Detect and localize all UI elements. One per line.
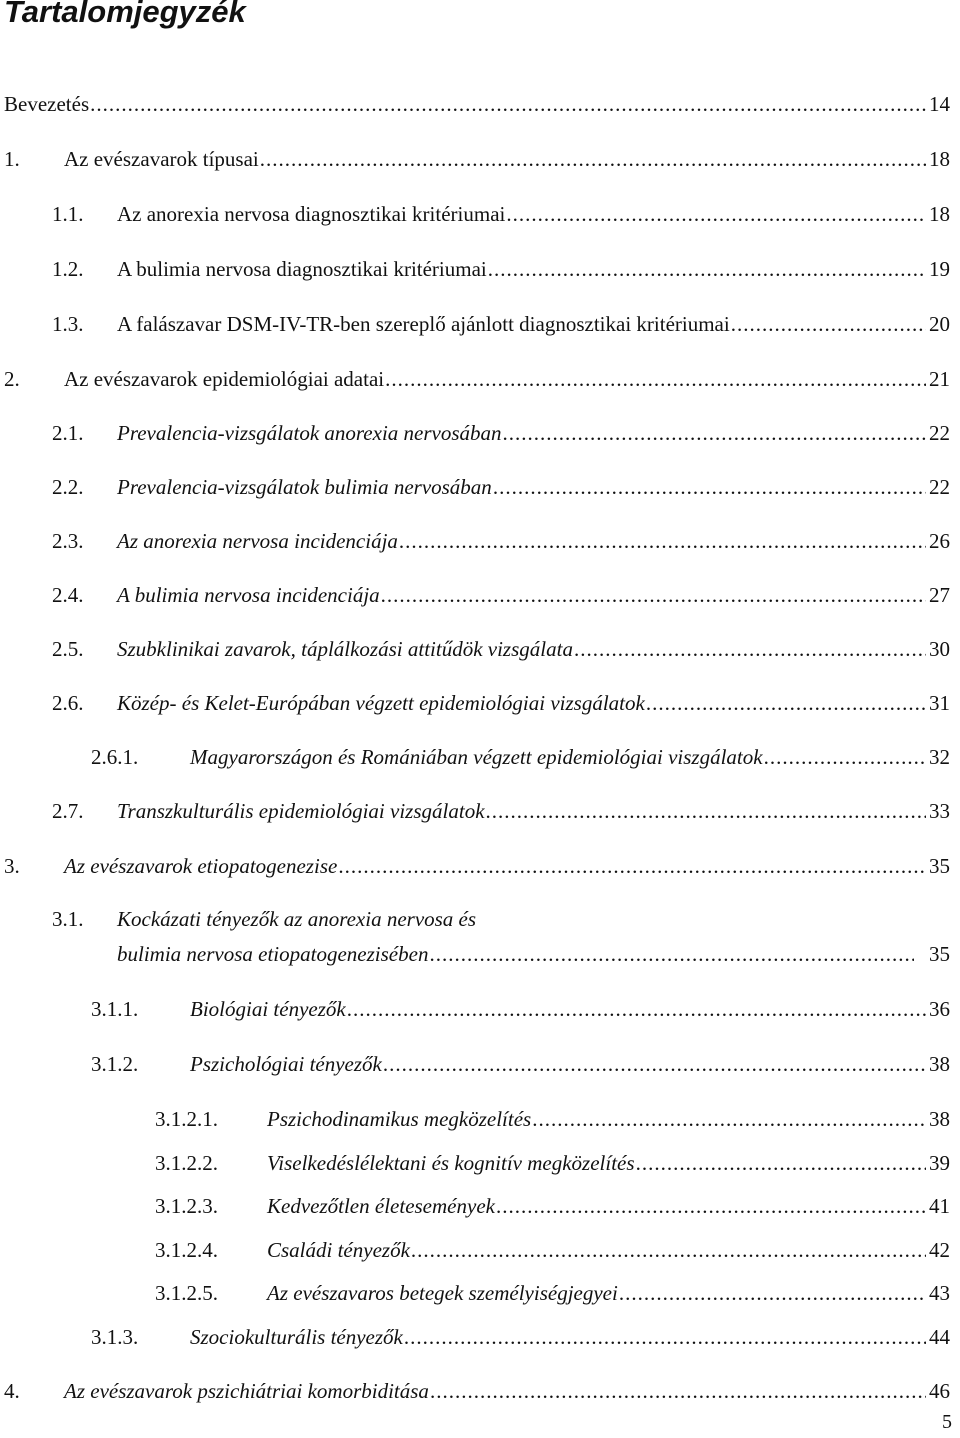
- toc-entry-label: A falászavar DSM-IV-TR-ben szereplő ajánlott diagnosztikai kritériumai: [117, 312, 730, 336]
- toc-entry-number: 1.3.: [52, 312, 84, 336]
- toc-leader-dots: [429, 941, 914, 967]
- toc-page-number: 39: [929, 1151, 950, 1175]
- toc-entry-number: 3.1.2.5.: [155, 1281, 218, 1305]
- toc-entry-label: Biológiai tényezők: [190, 997, 346, 1021]
- toc-entry-number: 2.6.1.: [91, 745, 139, 769]
- toc-entry-label: Közép- és Kelet-Európában végzett epidemiológiai vizsgálatok: [117, 691, 645, 715]
- toc-entry-number: 1.2.: [52, 257, 84, 281]
- toc-page-number: 46: [929, 1379, 950, 1403]
- toc-page-number: 30: [929, 637, 950, 661]
- toc-entry-label-line1[interactable]: Kockázati tényezők az anorexia nervosa és: [117, 907, 477, 931]
- toc-leader-dots: [731, 311, 926, 337]
- toc-leader-dots: [764, 744, 926, 770]
- toc-page-number: 26: [929, 529, 950, 553]
- toc-entry-3-1-2-5[interactable]: [155, 1280, 950, 1306]
- toc-entry-3-1-2-4[interactable]: [155, 1237, 950, 1263]
- toc-page-number: 33: [929, 799, 950, 823]
- toc-entry-2-2[interactable]: [52, 474, 950, 500]
- toc-leader-dots: [493, 474, 926, 500]
- toc-entry-number: 1.: [4, 147, 20, 171]
- toc-page-number: 35: [929, 942, 950, 966]
- toc-leader-dots: [399, 528, 926, 554]
- toc-page-number: 36: [929, 997, 950, 1021]
- toc-page-number: 44: [929, 1325, 950, 1349]
- toc-entry-3-1-2-1[interactable]: [155, 1106, 950, 1132]
- toc-leader-dots: [404, 1324, 926, 1350]
- toc-leader-dots: [503, 420, 926, 446]
- page-title: Tartalomjegyzék: [4, 0, 246, 29]
- toc-leader-dots: [486, 798, 926, 824]
- toc-entry-label: Magyarországon és Romániában végzett epidemiológiai viszgálatok: [190, 745, 763, 769]
- toc-leader-dots: [430, 1378, 926, 1404]
- toc-entry-label: Transzkulturális epidemiológiai vizsgálatok: [117, 799, 485, 823]
- toc-entry-label: Szociokulturális tényezők: [190, 1325, 403, 1349]
- toc-page-number: 35: [929, 854, 950, 878]
- toc-entry-number: 3.: [4, 854, 20, 878]
- toc-entry-number: 3.1.2.2.: [155, 1151, 218, 1175]
- toc-page-number: 21: [929, 367, 950, 391]
- toc-entry-2-7[interactable]: [52, 798, 950, 824]
- toc-entry-3-1-2[interactable]: [91, 1051, 950, 1077]
- toc-page-number: 19: [929, 257, 950, 281]
- toc-entry-label: Az anorexia nervosa diagnosztikai kritériumai: [117, 202, 506, 226]
- toc-leader-dots: [506, 201, 926, 227]
- toc-page-number: 22: [929, 475, 950, 499]
- toc-page-number: 20: [929, 312, 950, 336]
- toc-leader-dots: [574, 636, 926, 662]
- toc-entry-label: bulimia nervosa etiopatogenezisében: [117, 942, 429, 966]
- toc-entry-2-1[interactable]: [52, 420, 950, 446]
- toc-entry-1[interactable]: [4, 146, 950, 172]
- toc-entry-3[interactable]: [4, 853, 950, 879]
- toc-leader-dots: [385, 366, 926, 392]
- toc-entry-3-1-3[interactable]: [91, 1324, 950, 1350]
- toc-entry-number: 3.1.: [52, 907, 84, 931]
- toc-entry-number: 1.1.: [52, 202, 84, 226]
- toc-entry-number: 3.1.3.: [91, 1325, 139, 1349]
- toc-entry-label: A bulimia nervosa diagnosztikai kritériumai: [117, 257, 487, 281]
- toc-entry-2[interactable]: [4, 366, 950, 392]
- toc-leader-dots: [488, 256, 926, 282]
- toc-entry-3-1[interactable]: [117, 941, 950, 967]
- toc-page-number: 41: [929, 1194, 950, 1218]
- toc-entry-label: Az evészavarok etiopatogenezise: [64, 854, 338, 878]
- toc-entry-number: 4.: [4, 1379, 20, 1403]
- toc-leader-dots: [90, 91, 926, 117]
- toc-page-number: 27: [929, 583, 950, 607]
- toc-page-number: 38: [929, 1107, 950, 1131]
- toc-entry-number: 2.3.: [52, 529, 84, 553]
- toc-entry-label: Prevalencia-vizsgálatok bulimia nervosában: [117, 475, 492, 499]
- toc-leader-dots: [381, 582, 926, 608]
- toc-entry-number: 3.1.2.4.: [155, 1238, 218, 1262]
- toc-entry-label: Szubklinikai zavarok, táplálkozási attitűdök vizsgálata: [117, 637, 573, 661]
- toc-entry-label: Viselkedéslélektani és kognitív megközelítés: [267, 1151, 635, 1175]
- toc-entry-number: 2.4.: [52, 583, 84, 607]
- toc-page-number: 42: [929, 1238, 950, 1262]
- toc-entry-4[interactable]: [4, 1378, 950, 1404]
- toc-leader-dots: [636, 1150, 926, 1176]
- toc-page-number: 31: [929, 691, 950, 715]
- toc-entry-2-4[interactable]: [52, 582, 950, 608]
- toc-entry-label: Pszichodinamikus megközelítés: [267, 1107, 532, 1131]
- toc-entry-number: 2.5.: [52, 637, 84, 661]
- toc-entry-bevezetes[interactable]: [4, 91, 950, 117]
- toc-entry-2-5[interactable]: [52, 636, 950, 662]
- toc-leader-dots: [338, 853, 926, 879]
- toc-entry-label: Bevezetés: [4, 92, 90, 116]
- toc-entry-number: 2.: [4, 367, 20, 391]
- toc-entry-number: 3.1.1.: [91, 997, 139, 1021]
- toc-entry-1-1[interactable]: [52, 201, 950, 227]
- toc-entry-number: 2.2.: [52, 475, 84, 499]
- toc-entry-1-3[interactable]: [52, 311, 950, 337]
- toc-entry-2-6-1[interactable]: [91, 744, 950, 770]
- toc-entry-number: 2.6.: [52, 691, 84, 715]
- toc-entry-2-3[interactable]: [52, 528, 950, 554]
- toc-page-number: 14: [929, 92, 950, 116]
- toc-entry-3-1-2-2[interactable]: [155, 1150, 950, 1176]
- toc-entry-2-6[interactable]: [52, 690, 950, 716]
- toc-entry-number: 3.1.2.1.: [155, 1107, 218, 1131]
- toc-leader-dots: [646, 690, 926, 716]
- page-footer-number: 5: [942, 1411, 952, 1433]
- toc-entry-label: Kedvezőtlen életesemények: [267, 1194, 495, 1218]
- toc-entry-label: A bulimia nervosa incidenciája: [117, 583, 380, 607]
- toc-entry-label: Az anorexia nervosa incidenciája: [117, 529, 398, 553]
- toc-entry-1-2[interactable]: [52, 256, 950, 282]
- toc-entry-label: Családi tényezők: [267, 1238, 410, 1262]
- toc-page-number: 32: [929, 745, 950, 769]
- toc-leader-dots: [411, 1237, 926, 1263]
- toc-entry-3-1-1[interactable]: [91, 996, 950, 1022]
- toc-leader-dots: [496, 1193, 926, 1219]
- toc-entry-label: Pszichológiai tényezők: [190, 1052, 382, 1076]
- toc-entry-number: 2.7.: [52, 799, 84, 823]
- toc-entry-number: 2.1.: [52, 421, 84, 445]
- toc-entry-label: Prevalencia-vizsgálatok anorexia nervosában: [117, 421, 502, 445]
- toc-page-number: 43: [929, 1281, 950, 1305]
- toc-leader-dots: [383, 1051, 926, 1077]
- toc-page-number: 18: [929, 147, 950, 171]
- toc-entry-label: Az evészavarok pszichiátriai komorbiditása: [64, 1379, 429, 1403]
- toc-entry-number: 3.1.2.3.: [155, 1194, 218, 1218]
- toc-leader-dots: [347, 996, 926, 1022]
- toc-entry-label: Az evészavarok típusai: [64, 147, 259, 171]
- toc-page-number: 22: [929, 421, 950, 445]
- toc-entry-number: 3.1.2.: [91, 1052, 139, 1076]
- toc-leader-dots: [532, 1106, 926, 1132]
- toc-leader-dots: [260, 146, 926, 172]
- toc-page-number: 38: [929, 1052, 950, 1076]
- toc-page-number: 18: [929, 202, 950, 226]
- toc-entry-label: Az evészavaros betegek személyiségjegyei: [267, 1281, 618, 1305]
- toc-entry-label: Az evészavarok epidemiológiai adatai: [64, 367, 385, 391]
- toc-entry-3-1-2-3[interactable]: [155, 1193, 950, 1219]
- toc-leader-dots: [619, 1280, 926, 1306]
